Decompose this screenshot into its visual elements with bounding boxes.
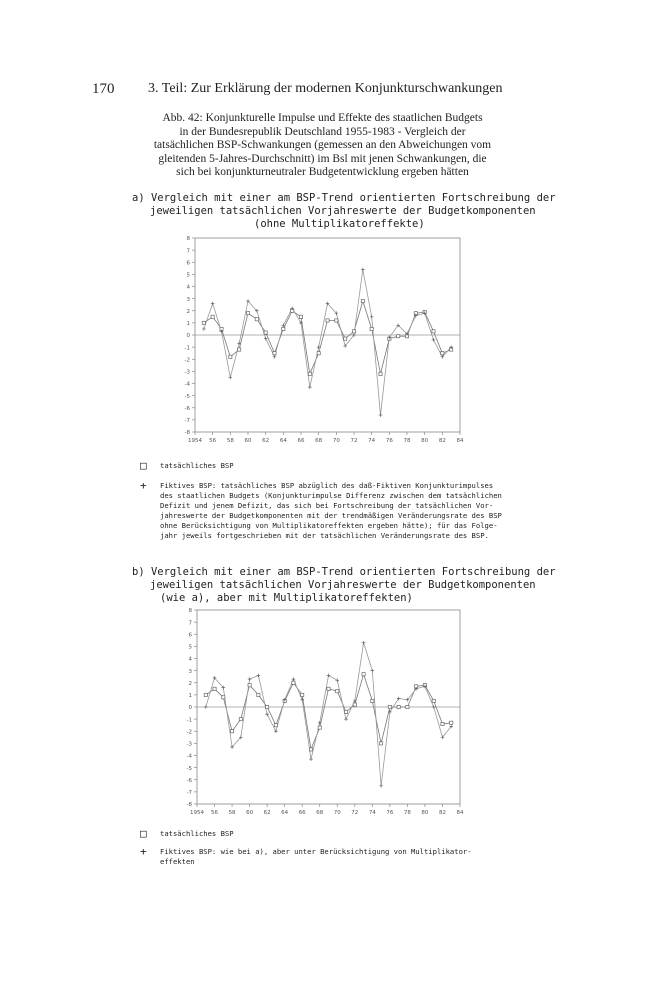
x-tick-label: 82	[438, 810, 446, 816]
running-title: 3. Teil: Zur Erklärung der modernen Konjunkturschwankungen	[148, 81, 503, 96]
x-tick-label: 78	[403, 810, 411, 816]
square-point	[238, 348, 241, 351]
x-tick-label: 82	[438, 438, 446, 444]
plus-point	[257, 674, 261, 678]
square-point	[246, 312, 249, 315]
plus-point	[362, 641, 366, 645]
square-point	[406, 705, 409, 708]
x-tick-label: 1954	[190, 810, 204, 816]
x-tick-label: 66	[298, 810, 306, 816]
square-point	[397, 705, 400, 708]
x-tick-label: 60	[246, 810, 254, 816]
square-point	[370, 327, 373, 330]
chart-a	[170, 232, 470, 450]
square-point	[380, 742, 383, 745]
plus-point	[344, 717, 348, 721]
chart-b	[152, 604, 472, 822]
y-tick-label: 0	[186, 333, 190, 340]
square-point	[301, 693, 304, 696]
caption-line: in der Bundesrepublik Deutschland 1955-1983 - Vergleich der	[179, 125, 466, 138]
plus-point	[308, 385, 312, 389]
plus-point	[274, 729, 278, 733]
square-point	[299, 315, 302, 318]
x-tick-label: 74	[368, 810, 376, 816]
y-tick-label: 3	[186, 296, 190, 303]
x-tick-label: 68	[315, 438, 323, 444]
y-tick-label: 5	[188, 644, 192, 651]
x-tick-label: 62	[263, 810, 271, 816]
y-tick-label: -1	[184, 345, 190, 352]
caption-line: gleitenden 5-Jahres-Durchschnitt) im Bsl mit jenen Schwankungen, die	[158, 152, 487, 165]
plus-point	[265, 712, 269, 716]
x-tick-label: 70	[332, 438, 340, 444]
y-tick-label: 4	[188, 656, 192, 663]
legend-text: Defizit und jenem Defizit, das sich bei Fortschreibung der tatsächlichen Vor-	[160, 501, 494, 510]
legend-a-actual	[140, 461, 560, 471]
y-tick-label: -5	[186, 765, 192, 772]
square-point	[202, 321, 205, 324]
y-tick-label: -4	[186, 753, 192, 760]
square-point	[273, 352, 276, 355]
y-tick-label: 7	[186, 248, 190, 255]
square-point	[239, 718, 242, 721]
x-tick-label: 1954	[188, 438, 202, 444]
y-tick-label: 1	[186, 321, 190, 328]
x-tick-label: 68	[316, 810, 324, 816]
square-point	[255, 318, 258, 321]
plus-point	[361, 268, 365, 272]
square-point	[353, 703, 356, 706]
plus-point	[370, 315, 374, 319]
square-point	[327, 687, 330, 690]
plus-point	[379, 784, 383, 788]
x-tick-label: 80	[421, 438, 429, 444]
square-point	[282, 327, 285, 330]
y-tick-label: -6	[184, 405, 190, 412]
plus-point	[248, 677, 252, 681]
square-point	[397, 335, 400, 338]
x-tick-label: 76	[385, 438, 393, 444]
plus-point	[309, 757, 313, 761]
plus-point	[229, 376, 233, 380]
plus-point	[204, 705, 208, 709]
section-a-heading	[132, 192, 556, 231]
square-point	[274, 724, 277, 727]
y-tick-label: -7	[186, 790, 192, 797]
plus-marker-icon: +	[140, 479, 147, 492]
x-tick-label: 58	[228, 810, 236, 816]
y-tick-label: 8	[186, 236, 190, 243]
square-point	[204, 693, 207, 696]
square-marker-icon: □	[140, 827, 147, 840]
square-point	[362, 673, 365, 676]
section-b-line: (wie a), aber mit Multiplikatoreffekten)	[160, 592, 413, 604]
figure-caption	[120, 112, 525, 180]
square-point	[266, 705, 269, 708]
square-point	[441, 722, 444, 725]
plus-point	[371, 669, 375, 673]
plus-point	[273, 355, 277, 359]
legend-text: des staatlichen Budgets (Konjunkturimpulse Differenz zwischen dem tatsächlichen	[160, 491, 502, 500]
square-point	[344, 710, 347, 713]
y-tick-label: -7	[184, 418, 190, 425]
square-point	[371, 699, 374, 702]
legend-text: effekten	[160, 857, 195, 866]
square-point	[432, 330, 435, 333]
x-tick-label: 58	[226, 438, 234, 444]
square-point	[450, 721, 453, 724]
square-point	[379, 372, 382, 375]
y-tick-label: 5	[186, 272, 190, 279]
x-tick-label: 76	[386, 810, 394, 816]
plus-point	[432, 705, 436, 709]
legend-text: tatsächliches BSP	[160, 829, 234, 838]
plus-point	[327, 674, 331, 678]
square-point	[344, 337, 347, 340]
y-tick-label: 0	[188, 705, 192, 712]
plus-point	[264, 337, 268, 341]
y-tick-label: -2	[184, 357, 190, 364]
y-tick-label: 3	[188, 668, 192, 675]
square-point	[352, 330, 355, 333]
square-point	[388, 705, 391, 708]
legend-text: Fiktives BSP: wie bei a), aber unter Berücksichtigung von Multiplikator-	[160, 847, 472, 856]
y-tick-label: -3	[184, 369, 190, 376]
plus-point	[202, 327, 206, 331]
square-point	[230, 730, 233, 733]
x-tick-label: 64	[279, 438, 287, 444]
section-b-heading	[132, 566, 556, 605]
x-tick-label: 62	[262, 438, 270, 444]
square-point	[335, 319, 338, 322]
y-tick-label: -8	[186, 802, 192, 809]
caption-line: tatsächlichen BSP-Schwankungen (gemessen an den Abweichungen vom	[153, 139, 492, 152]
y-tick-label: 1	[188, 693, 192, 700]
series-fictive-line	[206, 643, 451, 786]
y-tick-label: -3	[186, 741, 192, 748]
square-point	[229, 355, 232, 358]
x-tick-label: 64	[281, 810, 289, 816]
square-point	[361, 299, 364, 302]
plus-point	[335, 679, 339, 683]
y-tick-label: -6	[186, 777, 192, 784]
square-point	[318, 726, 321, 729]
y-tick-label: -4	[184, 381, 190, 388]
y-tick-label: -2	[186, 729, 192, 736]
y-tick-label: 4	[186, 284, 190, 291]
section-b-line: jeweiligen tatsächlichen Vorjahreswerte der Budgetkomponenten	[150, 579, 536, 591]
square-point	[441, 352, 444, 355]
square-point	[211, 315, 214, 318]
square-point	[326, 319, 329, 322]
y-tick-label: 8	[188, 608, 192, 615]
y-tick-label: -8	[184, 430, 190, 437]
legend-b-fictive	[140, 847, 560, 867]
section-a-line: a) Vergleich mit einer am BSP-Trend orientierten Fortschreibung der	[132, 192, 556, 204]
square-point	[222, 696, 225, 699]
y-tick-label: 2	[186, 308, 190, 315]
legend-text: tatsächliches BSP	[160, 461, 234, 470]
x-tick-label: 80	[421, 810, 429, 816]
plus-marker-icon: +	[140, 845, 147, 858]
y-tick-label: -1	[186, 717, 192, 724]
x-tick-label: 70	[333, 810, 341, 816]
square-point	[248, 684, 251, 687]
square-point	[432, 699, 435, 702]
x-tick-label: 60	[244, 438, 252, 444]
square-point	[308, 372, 311, 375]
square-point	[292, 681, 295, 684]
plus-point	[292, 677, 296, 681]
legend-text: jahreswerte der Budgetkomponenten mit der trendmäßigen Veränderungsrate des BSP	[160, 511, 502, 520]
y-tick-label: -5	[184, 393, 190, 400]
y-tick-label: 2	[188, 680, 192, 687]
legend-text: ohne Berücksichtigung von Multiplikatoreffekten ergeben hätte); für das Folge-	[160, 521, 498, 530]
legend-a-fictive	[140, 481, 560, 541]
square-marker-icon: □	[140, 459, 147, 472]
square-point	[317, 352, 320, 355]
page-number: 170	[92, 81, 115, 97]
x-tick-label: 72	[350, 438, 358, 444]
legend-text: Fiktives BSP: tatsächliches BSP abzüglich des daß-Fiktiven Konjunkturimpulses	[160, 481, 494, 490]
y-tick-label: 6	[186, 260, 190, 267]
y-tick-label: 6	[188, 632, 192, 639]
x-tick-label: 56	[211, 810, 219, 816]
caption-line: Abb. 42: Konjunkturelle Impulse und Effekte des staatlichen Budgets	[162, 112, 483, 124]
x-tick-label: 74	[368, 438, 376, 444]
legend-text: jahr jeweils fortgeschrieben mit der tatsächlichen Veränderungsrate des BSP.	[160, 531, 489, 540]
y-tick-label: 7	[188, 620, 192, 627]
plus-point	[432, 338, 436, 342]
square-point	[264, 331, 267, 334]
section-a-line: (ohne Multiplikatoreffekte)	[254, 218, 425, 230]
x-tick-label: 66	[297, 438, 305, 444]
x-tick-label: 84	[456, 810, 464, 816]
legend-b-actual	[140, 829, 560, 839]
section-a-line: jeweiligen tatsächlichen Vorjahreswerte der Budgetkomponenten	[150, 205, 536, 217]
x-tick-label: 56	[209, 438, 217, 444]
plus-point	[379, 413, 383, 417]
plus-point	[211, 302, 215, 306]
square-point	[336, 690, 339, 693]
square-point	[257, 693, 260, 696]
square-point	[309, 748, 312, 751]
square-point	[213, 687, 216, 690]
x-tick-label: 84	[456, 438, 464, 444]
section-b-line: b) Vergleich mit einer am BSP-Trend orientierten Fortschreibung der	[132, 566, 556, 578]
caption-line: sich bei konjunkturneutraler Budgetentwicklung ergeben hätten	[176, 166, 469, 179]
x-tick-label: 72	[351, 810, 359, 816]
x-tick-label: 78	[403, 438, 411, 444]
